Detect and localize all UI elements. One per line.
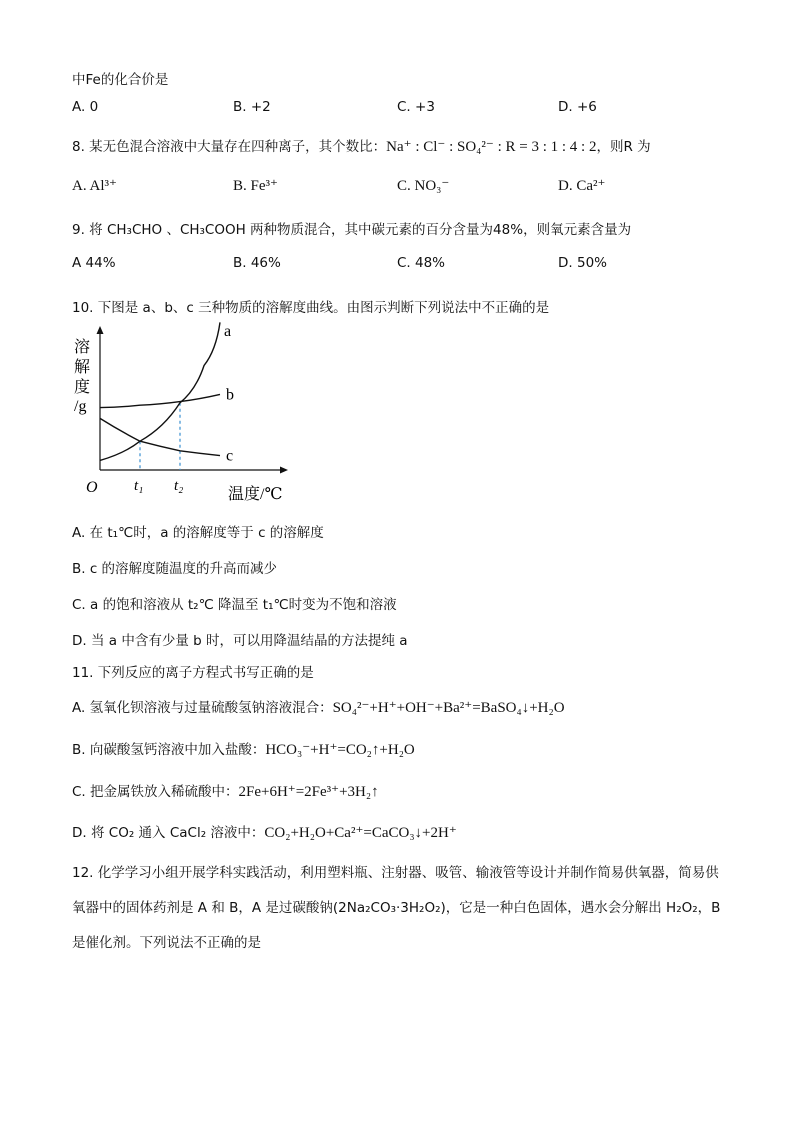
- q9-option-d[interactable]: D. 50%: [558, 255, 607, 271]
- chart-ylabel-char-3: 度: [74, 379, 91, 396]
- chart-origin-label: O: [86, 479, 98, 496]
- q8-stem-ratio: Na⁺ : Cl⁻ : SO₄²⁻ : R = 3 : 1 : 4 : 2: [386, 139, 597, 155]
- q11-option-a[interactable]: [72, 696, 565, 717]
- q8-option-d[interactable]: D. Ca²⁺: [558, 178, 606, 194]
- chart-ylabel-char-1: 溶: [74, 339, 91, 356]
- q8-option-c[interactable]: C. NO₃⁻: [397, 178, 450, 194]
- q8-stem: [72, 135, 651, 156]
- q8-stem-suffix: ，则R 为: [596, 139, 651, 155]
- q11-option-b-equation: HCO₃⁻+H⁺=CO₂↑+H₂O: [265, 742, 415, 758]
- q11-stem: 11. 下列反应的离子方程式书写正确的是: [72, 665, 314, 681]
- q11-option-a-equation: SO₄²⁻+H⁺+OH⁻+Ba²⁺=BaSO₄↓+H₂O: [332, 700, 565, 716]
- chart-ylabel-char-4: /g: [74, 398, 87, 415]
- q11-option-b-label: B. 向碳酸氢钙溶液中加入盐酸：: [72, 742, 266, 758]
- intro-line: 中Fe的化合价是: [72, 72, 169, 88]
- chart-curve-c: [100, 418, 220, 455]
- q7-option-b[interactable]: B. +2: [233, 99, 271, 115]
- q9-stem: 9. 将 CH₃CHO 、CH₃COOH 两种物质混合，其中碳元素的百分含量为48%，则氧元素含量为: [72, 222, 632, 238]
- q11-option-c-equation: 2Fe+6H⁺=2Fe³⁺+3H₂↑: [238, 784, 379, 800]
- chart-ylabel-char-2: 解: [74, 359, 91, 376]
- q11-option-d-label: D. 将 CO₂ 通入 CaCl₂ 溶液中：: [72, 825, 265, 841]
- q10-option-c[interactable]: C. a 的饱和溶液从 t₂℃ 降温至 t₁℃时变为不饱和溶液: [72, 597, 397, 613]
- q11-option-b[interactable]: [72, 738, 415, 759]
- q8-option-a[interactable]: A. Al³⁺: [72, 178, 117, 194]
- q8-option-b[interactable]: B. Fe³⁺: [233, 178, 278, 194]
- q11-option-d[interactable]: [72, 821, 457, 842]
- chart-x-arrow: [280, 467, 288, 474]
- q7-option-d[interactable]: D. +6: [558, 99, 597, 115]
- q10-option-a[interactable]: A. 在 t₁℃时，a 的溶解度等于 c 的溶解度: [72, 525, 324, 541]
- chart-tick-label-1: t₁: [134, 478, 144, 494]
- chart-series-label-c: c: [226, 447, 234, 465]
- q9-option-a[interactable]: A 44%: [72, 255, 116, 271]
- q12-stem: 12. 化学学习小组开展学科实践活动，利用塑料瓶、注射器、吸管、输液管等设计并制作简易供氧器，简易供氧器中的固体药剂是 A 和 B，A 是过碳酸钠(2Na₂CO₃·3H₂O₂)，它是一种白色固体，遇水会分解出 H₂O₂，B 是催化剂。下列说法不正确的是: [72, 865, 721, 951]
- chart-curve-a: [100, 322, 220, 460]
- q8-stem-prefix: 8. 某无色混合溶液中大量存在四种离子，其个数比：: [72, 139, 387, 155]
- chart-tick-label-2: t₂: [174, 478, 184, 494]
- q9-option-c[interactable]: C. 48%: [397, 255, 446, 271]
- q11-option-a-label: A. 氢氧化钡溶液与过量硫酸氢钠溶液混合：: [72, 700, 333, 716]
- q10-option-d[interactable]: D. 当 a 中含有少量 b 时，可以用降温结晶的方法提纯 a: [72, 633, 408, 649]
- q11-option-d-equation: CO₂+H₂O+Ca²⁺=CaCO₃↓+2H⁺: [264, 825, 457, 841]
- q10-stem: 10. 下图是 a、b、c 三种物质的溶解度曲线。由图示判断下列说法中不正确的是: [72, 300, 550, 316]
- q11-option-c-label: C. 把金属铁放入稀硫酸中：: [72, 784, 239, 800]
- solubility-chart: [70, 322, 310, 502]
- chart-series-label-b: b: [226, 386, 234, 404]
- q7-option-c[interactable]: C. +3: [397, 99, 435, 115]
- chart-series-label-a: a: [224, 323, 232, 340]
- q10-option-b[interactable]: B. c 的溶解度随温度的升高而减少: [72, 561, 278, 577]
- chart-xlabel: 温度/℃: [228, 486, 283, 502]
- chart-y-arrow: [97, 326, 104, 334]
- q9-option-b[interactable]: B. 46%: [233, 255, 281, 271]
- chart-curve-b: [100, 394, 220, 407]
- q11-option-c[interactable]: [72, 780, 379, 801]
- q7-option-a[interactable]: A. 0: [72, 99, 99, 115]
